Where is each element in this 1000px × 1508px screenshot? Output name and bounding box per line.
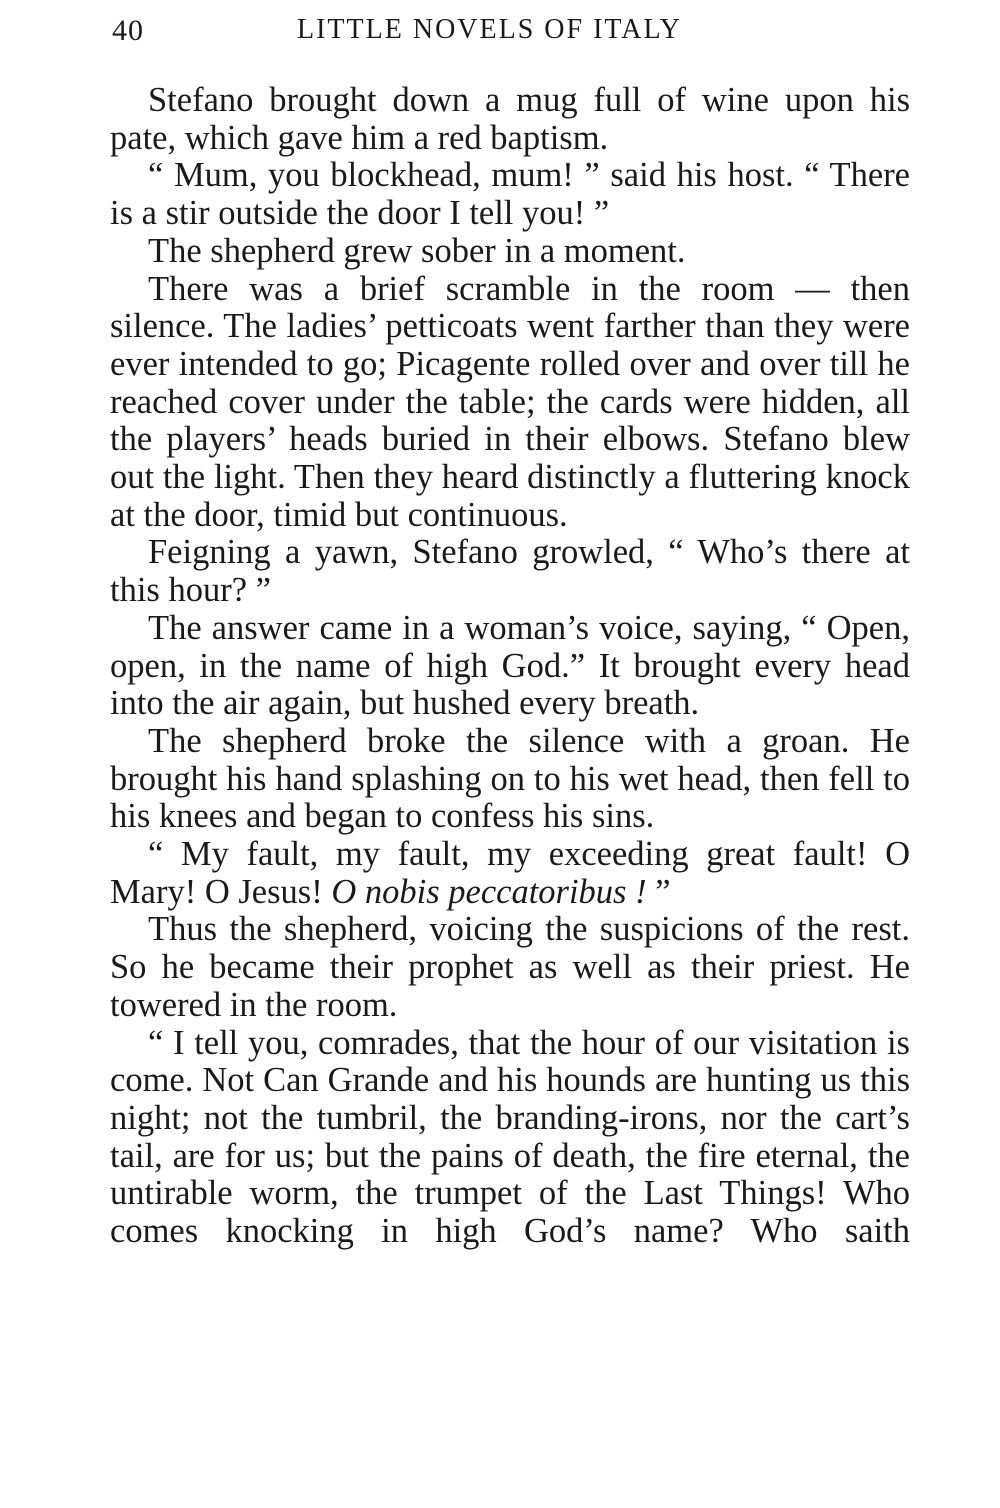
paragraph: “ I tell you, comrades, that the hour of our visitation is come. Not Can Grande and his hounds are hunting us this night; not the tumbril, the branding-irons, nor the cart’s tail, are for us; but the pains of death, the fire eternal, the untirable worm, the trumpet of the Last Things! Who comes knocking in high God’s name? Who saith <box>110 1023 910 1251</box>
paragraph: The shepherd grew sober in a moment. <box>148 231 686 270</box>
paragraph: Thus the shepherd, voicing the suspicions of the rest. So he became their prophet as well as their priest. He towered in the room. <box>110 910 910 1024</box>
paragraph: There was a brief scramble in the room — then silence. The ladies’ petticoats went farther than they were ever intended to go; Picagente rolled over and over till he reached cover under the table; the cards were hidden, all the players’ heads buried in their elbows. Stefano blew out the light. Then they heard distinctly a fluttering knock at the door, timid but continuous. <box>110 269 910 534</box>
running-head <box>112 14 912 54</box>
paragraph-text: “ My fault, my fault, my exceeding great fault! O Mary! O Jesus! <box>110 835 910 911</box>
page-number: 40 <box>112 14 144 47</box>
paragraph: Feigning a yawn, Stefano growled, “ Who’s there at this hour? ” <box>110 533 910 610</box>
body-text <box>110 82 910 1251</box>
latin-phrase: O nobis peccatoribus ! <box>331 872 647 911</box>
paragraph <box>110 836 910 911</box>
paragraph: Stefano brought down a mug full of wine upon his pate, which gave him a red baptism. <box>110 81 910 157</box>
paragraph: The shepherd broke the silence with a groan. He brought his hand splashing on to his wet head, then fell to his knees and began to confess his sins. <box>110 721 910 836</box>
paragraph: “ Mum, you blockhead, mum! ” said his host. “ There is a stir outside the door I tell you! ” <box>110 156 910 233</box>
closing-quote: ” <box>646 872 671 911</box>
paragraph: The answer came in a woman’s voice, saying, “ Open, open, in the name of high God.” It brought every head into the air again, but hushed every breath. <box>110 608 910 723</box>
running-title: LITTLE NOVELS OF ITALY <box>297 14 683 45</box>
